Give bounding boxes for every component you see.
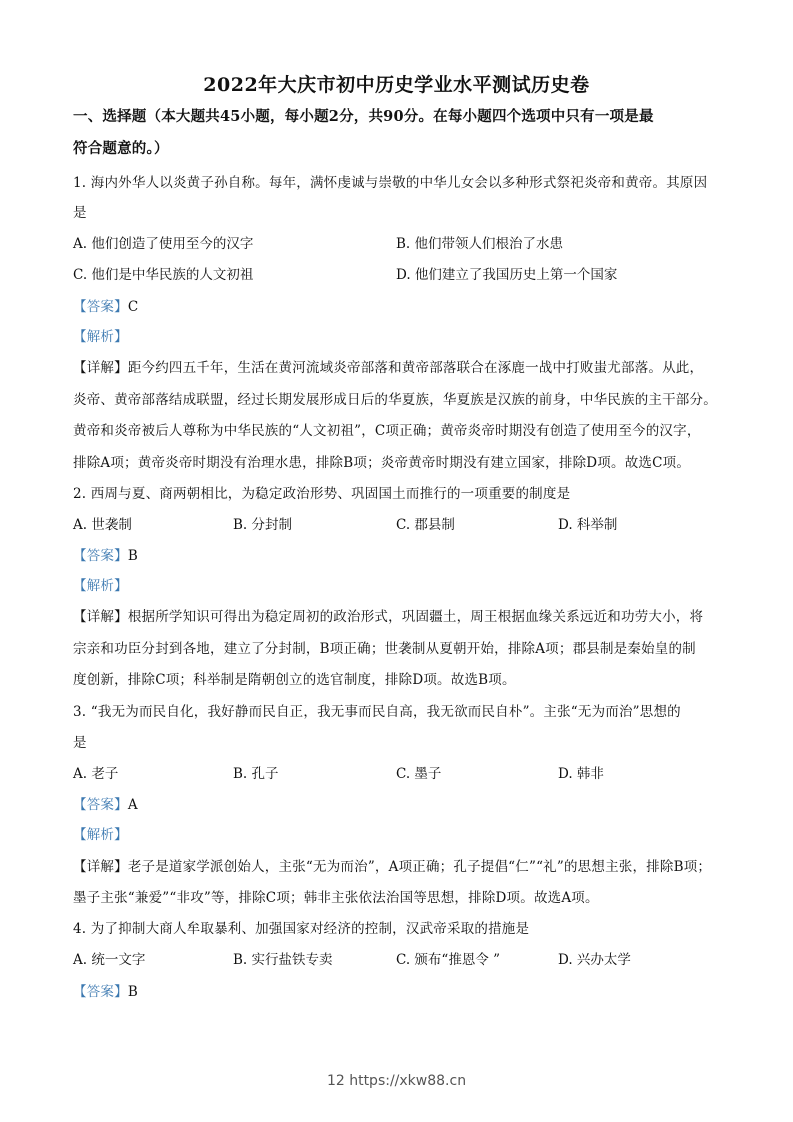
- answer-value: C: [127, 299, 139, 315]
- question-1-detail-4: 排除A项；黄帝炎帝时期没有治理水患，排除B项；炎帝黄帝时期没有建立国家，排除D项。故选C项。: [73, 455, 691, 471]
- question-1-option-a: A. 他们创造了使用至今的汉字: [73, 236, 254, 252]
- question-1-detail-1: 【详解】距今约四五千年，生活在黄河流域炎帝部落和黄帝部落联合在涿鹿一战中打败蚩尤部落。从此，: [73, 360, 704, 376]
- question-1-answer: [73, 298, 138, 316]
- answer-tag: 【答案】: [73, 299, 128, 315]
- question-1-stem-cont: 是: [73, 205, 87, 221]
- question-1-detail-2: 炎帝、黄帝部落结成联盟，经过长期发展形成日后的华夏族，华夏族是汉族的前身，中华民族的主干部分。: [73, 392, 717, 408]
- question-2-answer: [73, 547, 138, 565]
- question-4-option-b: B. 实行盐铁专卖: [233, 952, 333, 968]
- answer-value: A: [127, 797, 138, 813]
- answer-tag: 【答案】: [73, 797, 128, 813]
- question-3-option-c: C. 墨子: [396, 766, 442, 782]
- question-2-detail-3: 度创新，排除C项；科举制是隋朝创立的选官制度，排除D项。故选B项。: [73, 672, 516, 688]
- answer-tag: 【答案】: [73, 548, 128, 564]
- question-1-stem: 1. 海内外华人以炎黄子孙自称。每年，满怀虔诚与崇敬的中华儿女会以多种形式祭祀炎帝和黄帝。其原因: [73, 175, 708, 191]
- question-1-detail-3: 黄帝和炎帝被后人尊称为中华民族的“人文初祖”，C项正确；黄帝炎帝时期没有创造了使用至今的汉字，: [73, 423, 701, 439]
- question-3-answer: [73, 796, 138, 814]
- question-3-option-a: A. 老子: [73, 766, 119, 782]
- question-4-stem: 4. 为了抑制大商人牟取暴利、加强国家对经济的控制，汉武帝采取的措施是: [73, 921, 530, 937]
- question-3-option-d: D. 韩非: [558, 766, 604, 782]
- question-3-option-b: B. 孔子: [233, 766, 279, 782]
- question-2-detail-2: 宗亲和功臣分封到各地，建立了分封制，B项正确；世袭制从夏朝开始，排除A项；郡县制是秦始皇的制: [73, 641, 696, 657]
- detail-tag: 【详解】: [73, 360, 128, 376]
- question-3-analysis-tag: 【解析】: [73, 827, 128, 843]
- question-2-analysis-tag: 【解析】: [73, 578, 128, 594]
- question-4-option-d: D. 兴办太学: [558, 952, 631, 968]
- question-3-stem-cont: 是: [73, 735, 87, 751]
- question-2-option-a: A. 世袭制: [73, 517, 132, 533]
- question-4-answer: [73, 983, 138, 1001]
- detail-tag: 【详解】: [73, 609, 128, 625]
- question-3-stem: 3. “我无为而民自化，我好静而民自正，我无事而民自高，我无欲而民自朴”。主张“无为而治”思想的: [73, 704, 681, 720]
- question-3-detail-2: 墨子主张“兼爱”“非攻”等，排除C项；韩非主张依法治国等思想，排除D项。故选A项。: [73, 890, 599, 906]
- question-4-option-c: C. 颁布“推恩令 ”: [396, 952, 501, 968]
- question-2-stem: 2. 西周与夏、商两朝相比，为稳定政治形势、巩固国土而推行的一项重要的制度是: [73, 486, 571, 502]
- question-1-option-b: B. 他们带领人们根治了水患: [396, 236, 564, 252]
- question-2-option-b: B. 分封制: [233, 517, 293, 533]
- answer-value: B: [127, 548, 138, 564]
- page-footer: 12 https://xkw88.cn: [326, 1073, 467, 1089]
- question-1-option-d: D. 他们建立了我国历史上第一个国家: [396, 267, 618, 283]
- question-2-option-d: D. 科举制: [558, 517, 618, 533]
- answer-tag: 【答案】: [73, 984, 128, 1000]
- question-2-detail-1: 【详解】根据所学知识可得出为稳定周初的政治形式，巩固疆土，周王根据血缘关系远近和功劳大小，将: [73, 609, 704, 625]
- question-3-detail-1: 【详解】老子是道家学派创始人，主张“无为而治”，A项正确；孔子提倡“仁”“礼”的思想主张，排除B项；: [73, 859, 712, 875]
- document-title: 2022年大庆市初中历史学业水平测试历史卷: [203, 74, 590, 96]
- section-heading-cont: 符合题意的。）: [73, 140, 169, 157]
- question-1-analysis-tag: 【解析】: [73, 329, 128, 345]
- detail-tag: 【详解】: [73, 859, 128, 875]
- section-heading: 一、选择题（本大题共45小题，每小题2分，共90分。在每小题四个选项中只有一项是最: [73, 108, 654, 125]
- answer-value: B: [127, 984, 138, 1000]
- question-4-option-a: A. 统一文字: [73, 952, 146, 968]
- question-1-option-c: C. 他们是中华民族的人文初祖: [73, 267, 254, 283]
- question-2-option-c: C. 郡县制: [396, 517, 455, 533]
